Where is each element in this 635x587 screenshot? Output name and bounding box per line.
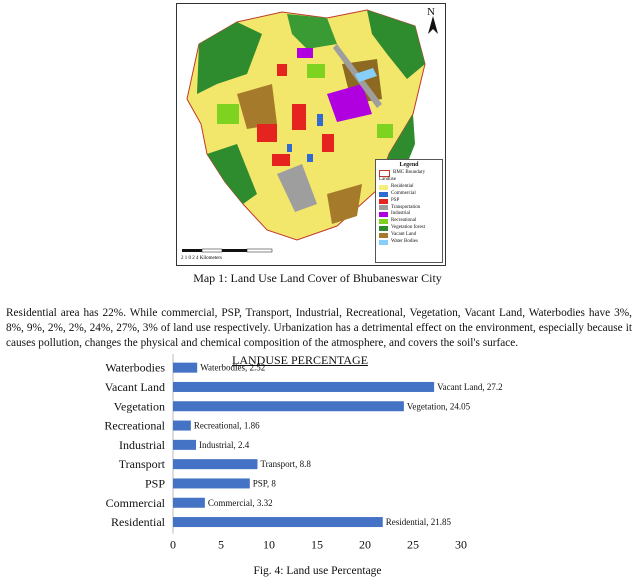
bar-residential — [173, 517, 383, 527]
category-label: Vacant Land — [104, 379, 165, 394]
legend-swatch — [379, 170, 390, 177]
chart-title: LANDUSE PERCENTAGE — [232, 353, 369, 367]
x-tick-label: 20 — [359, 537, 371, 552]
bar-psp — [173, 478, 250, 488]
legend-item — [379, 225, 439, 232]
bar-vegetation — [173, 401, 404, 411]
bar-recreational — [173, 421, 191, 431]
x-tick-label: 0 — [170, 537, 176, 552]
x-tick-label: 10 — [263, 537, 275, 552]
legend-swatch — [379, 205, 388, 210]
landuse-bar-chart — [0, 345, 635, 565]
legend-item — [379, 177, 439, 184]
legend-swatch — [379, 240, 388, 245]
legend-label: BMC Boundary — [393, 169, 426, 175]
x-tick-label: 30 — [455, 537, 467, 552]
bar-commercial — [173, 498, 205, 508]
bar-industrial — [173, 440, 196, 450]
category-label: Vegetation — [113, 399, 165, 414]
legend-label: Water Bodies — [391, 239, 418, 245]
scale-bar — [180, 247, 280, 261]
body-paragraph: Residential area has 22%. While commercial, PSP, Transport, Industrial, Recreational, Vegetation, Vacant Land, Waterbodies have 3%, 8%, 9%, 2%, 2%, 24%, 27%, 3% of land use respectively. Urbanization has a detrimental effect on the environment, especially because it causes pollution, changes the physical and chemical composition of the atmosphere, and covers the soil's surface. — [6, 307, 632, 349]
bar-waterbodies — [173, 363, 197, 373]
data-label: Commercial, 3.32 — [207, 497, 273, 508]
legend-swatch — [379, 233, 388, 238]
legend-label: Transportation — [391, 204, 421, 210]
data-label: Recreational, 1.86 — [193, 420, 260, 431]
category-label: Residential — [111, 515, 165, 530]
legend-label: Vacant Land — [391, 232, 417, 238]
scale-label: 2 1 0 2 4 Kilometers — [181, 256, 222, 261]
data-label: PSP, 8 — [252, 478, 276, 489]
legend-label: Commercial — [391, 190, 416, 196]
legend-swatch — [379, 192, 388, 197]
legend-swatch — [379, 199, 388, 204]
x-tick-label: 15 — [311, 537, 323, 552]
category-label: Industrial — [119, 437, 165, 452]
category-label: Waterbodies — [105, 360, 165, 375]
data-label: Vacant Land, 27.2 — [437, 381, 503, 392]
figure-caption: Fig. 4: Land use Percentage — [253, 565, 382, 577]
data-label: Waterbodies, 2.52 — [200, 362, 266, 373]
data-label: Industrial, 2.4 — [199, 439, 250, 450]
map-legend — [375, 159, 443, 263]
bar-vacant-land — [173, 382, 434, 392]
legend-label: Residential — [391, 183, 414, 189]
legend-label: PSP — [391, 197, 400, 203]
legend-item — [379, 198, 439, 205]
legend-swatch — [379, 212, 388, 217]
legend-item — [379, 239, 439, 246]
north-label: N — [427, 6, 435, 18]
legend-item — [379, 184, 439, 191]
legend-item — [379, 191, 439, 198]
data-label: Residential, 21.85 — [385, 517, 452, 528]
legend-item — [379, 205, 439, 212]
legend-item — [379, 232, 439, 239]
legend-label: Landuse — [379, 176, 396, 182]
map-caption: Map 1: Land Use Land Cover of Bhubaneswar City — [193, 271, 442, 285]
category-label: Transport — [118, 457, 165, 472]
category-label: Recreational — [104, 418, 165, 433]
category-label: PSP — [144, 476, 165, 491]
x-tick-label: 25 — [407, 537, 419, 552]
legend-swatch — [379, 219, 388, 224]
x-tick-label: 5 — [218, 537, 224, 552]
legend-label: Recreational — [391, 218, 417, 224]
category-label: Commercial — [105, 495, 165, 510]
legend-swatch — [379, 185, 388, 190]
legend-item — [379, 211, 439, 218]
data-label: Transport, 8.8 — [260, 459, 311, 470]
legend-label: Industrial — [391, 211, 411, 217]
legend-item — [379, 218, 439, 225]
legend-swatch — [379, 226, 388, 231]
legend-title: Legend — [399, 162, 419, 168]
legend-item — [379, 170, 439, 177]
legend-label: Vegetation forest — [391, 225, 426, 231]
bar-transport — [173, 459, 257, 469]
data-label: Vegetation, 24.05 — [406, 401, 471, 412]
